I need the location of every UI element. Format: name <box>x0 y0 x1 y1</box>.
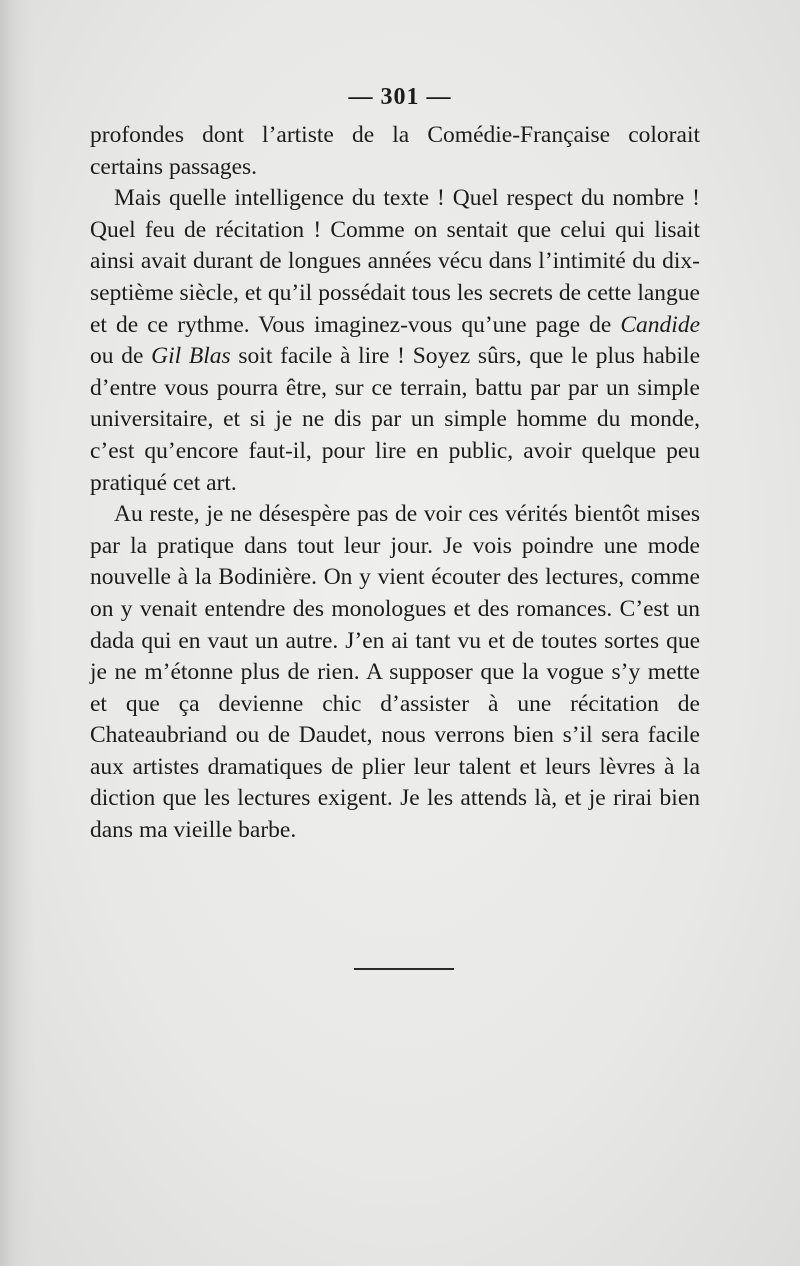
title-gil-blas: Gil Blas <box>151 343 231 370</box>
title-candide: Candide <box>620 311 700 338</box>
paragraph-3-text: Au reste, je ne désespère pas de voir ces vérités bientôt mises par la pratique dans tout leur jour. Je vois poindre une mode nouvelle à la Bodinière. On y vient écouter des lectures, comme on y venait entendre des monologues et des romances. C’est un dada qui en vaut un autre. J’en ai tant vu et de toutes sortes que je ne m’étonne plus de rien. A supposer que la vogue s’y mette et que ça devienne chic d’assister à une récitation de Chateaubriand ou de Daudet, nous verrons bien s’il sera facile aux artistes dramatiques de plier leur talent et leurs lèvres à la diction que les lectures exigent. Je les attends là, et je rirai bien dans ma vieille barbe. <box>90 501 700 844</box>
paragraph-2-text-c: soit facile à lire ! Soyez sûrs, que le plus habile d’entre vous pourra être, sur ce terrain, battu par par un simple universitaire, et si je ne dis par un simple homme du monde, c’est qu’encore faut-il, pour lire en public, avoir quelque peu pratiqué cet art. <box>90 343 701 496</box>
paragraph-2-text-b: ou de <box>90 343 152 370</box>
paragraph-1 <box>90 120 700 183</box>
paragraph-2 <box>90 183 700 499</box>
gutter-shadow <box>0 0 34 1266</box>
body-text <box>90 120 700 847</box>
page-number: — 301 — <box>348 84 452 110</box>
paragraph-1-text: profondes dont l’artiste de la Comédie-Française colorait certains passages. <box>90 122 700 180</box>
paragraph-2-text-a: Mais quelle intelligence du texte ! Quel respect du nombre ! Quel feu de récitation ! Comme on sentait que celui qui lisait ainsi avait durant de longues années vécu dans l’intimité du dix-septième siècle, et qu’il possédait tous les secrets de cette langue et de ce rythme. Vous imaginez-vous qu’une page de <box>90 185 700 338</box>
end-rule <box>354 968 454 970</box>
paragraph-3 <box>90 499 700 847</box>
